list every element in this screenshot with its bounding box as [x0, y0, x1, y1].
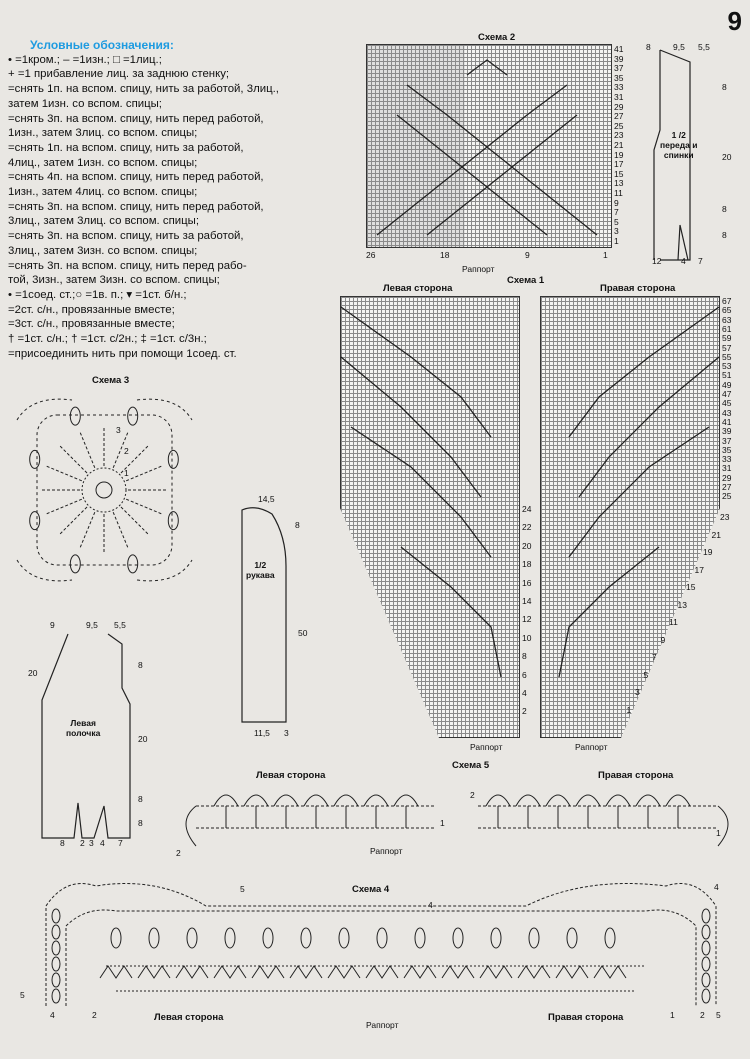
- schema4-zigzag: [366, 966, 398, 978]
- fb-top-95: 9,5: [673, 42, 685, 52]
- schema5-right-fans: [486, 795, 690, 828]
- schema3-petal: [168, 512, 178, 530]
- schema5-left-fans: [214, 795, 418, 828]
- schema4-zigzag: [176, 966, 208, 978]
- schema2-row-number: 15: [614, 168, 624, 179]
- schema4-zigzag: [328, 966, 360, 978]
- legend-line: =присоединить нить при помощи 1соед. ст.: [8, 347, 237, 360]
- schema2-row-number: 7: [614, 207, 619, 218]
- schema1-row-number: 39: [722, 426, 732, 437]
- schema2-row-number: 39: [614, 53, 624, 64]
- fb-bottom-12: 12: [652, 256, 662, 266]
- schema2-cables: [367, 45, 611, 247]
- schema1-row-number: 51: [722, 370, 732, 381]
- schema5-fan: [364, 795, 388, 806]
- legend-line: =снять 4п. на вспом. спицу, нить перед работой,: [8, 171, 264, 184]
- schema3-spoke: [60, 446, 87, 473]
- schema4-zigzag: [480, 966, 512, 978]
- schema5-row-2-right: 2: [470, 790, 475, 800]
- schema3-spoke: [113, 512, 128, 547]
- schema1-row-number: 27: [722, 482, 732, 492]
- schema1-row-number: 63: [722, 314, 732, 325]
- schema1-row-number: 61: [722, 323, 732, 334]
- lf-top-9: 9: [50, 620, 55, 630]
- schema1-row-number: 33: [722, 454, 732, 465]
- schema5-fan: [274, 795, 298, 806]
- schema3-label-2: 2: [124, 446, 129, 456]
- fb-right-8a: 8: [722, 82, 727, 92]
- schema4-right-side: Правая сторона: [548, 1012, 624, 1023]
- schema1-lower-row-number: 9: [660, 634, 666, 645]
- schema4-mark-4a: 4: [428, 900, 433, 910]
- schema4-edge-petal: [702, 973, 710, 987]
- schema5-fan: [666, 795, 690, 806]
- schema3-spoke: [126, 499, 161, 514]
- schema4-petal: [453, 928, 463, 948]
- legend-line: =снять 3п. на вспом. спицу, нить перед рабо-: [8, 259, 247, 272]
- schema4-zigzag: [138, 966, 170, 978]
- schema2-bottom-26: 26: [366, 250, 376, 260]
- schema1-row-number: 35: [722, 444, 732, 455]
- schema3-spoke: [60, 507, 87, 534]
- legend-line: + =1 прибавление лиц. за заднюю стенку;: [8, 68, 230, 81]
- schema4-edge-petal: [52, 973, 60, 987]
- sleeve-top: 14,5: [258, 494, 275, 504]
- schema4-petal: [111, 928, 121, 948]
- schema2-row-number: 35: [614, 72, 624, 83]
- schema1-lower-row-number: 3: [635, 687, 640, 697]
- schema5-right-side: Правая сторона: [598, 770, 674, 781]
- schema3-petal: [70, 407, 80, 425]
- schema4-petal: [605, 928, 615, 948]
- sleeve-bottom-3: 3: [284, 728, 289, 738]
- schema4-edge-petal: [702, 957, 710, 971]
- legend-line: =снять 3п. на вспом. спицу, нить перед работой,: [8, 112, 264, 125]
- legend-line: • =1соед. ст.;○ =1в. п.; ▾ =1ст. б/н.;: [8, 288, 187, 301]
- schema4-edge-petal: [52, 989, 60, 1003]
- schema2-row-number: 37: [614, 63, 624, 74]
- schema4-petal: [263, 928, 273, 948]
- schema4-zigzag: [290, 966, 322, 978]
- schema1-right-lower-row-numbers: [620, 512, 730, 732]
- schema4-mark-4c: 4: [50, 1010, 55, 1020]
- schema4-zigzag: [404, 966, 436, 978]
- schema2-row-number: 29: [614, 101, 624, 112]
- schema3-petal: [168, 450, 178, 468]
- lf-top-55: 5,5: [114, 620, 126, 630]
- schema1-row-number: 59: [722, 333, 732, 344]
- schema3-spoke: [47, 499, 82, 514]
- schema5-title: Схема 5: [452, 760, 490, 771]
- schema3-title: Схема 3: [92, 375, 130, 386]
- schema4-motifs: [52, 909, 710, 1003]
- schema1-row-number: 37: [722, 435, 732, 446]
- schema1-row-number: 57: [722, 342, 732, 353]
- lf-bottom-7: 7: [118, 838, 123, 848]
- schema4-zigzag: [100, 966, 132, 978]
- legend-line: =снять 3п. на вспом. спицу, нить за работой,: [8, 230, 244, 243]
- lf-bottom-4: 4: [100, 838, 105, 848]
- schema1-center-row-number: 4: [522, 688, 527, 698]
- schema4-edge-petal: [52, 941, 60, 955]
- schema4-petal: [377, 928, 387, 948]
- schema1-row-number: 53: [722, 361, 732, 372]
- schema5-fan: [304, 795, 328, 806]
- schema2-row-number: 11: [614, 188, 623, 198]
- schema2-row-number: 9: [614, 197, 619, 208]
- schema1-rapport-right: Раппорт: [575, 742, 608, 752]
- schema2-row-number: 1: [614, 236, 619, 246]
- schema5-fan: [334, 795, 358, 806]
- fb-top-8: 8: [646, 42, 651, 52]
- schema4-edge-petal: [702, 989, 710, 1003]
- lf-right-20: 20: [138, 734, 148, 744]
- schema1-lower-row-number: 13: [677, 599, 687, 610]
- schema4-petal: [187, 928, 197, 948]
- sleeve-bottom-115: 11,5: [254, 728, 270, 738]
- schema2-row-number: 3: [614, 226, 619, 237]
- sleeve-label: 1/2 рукава: [246, 560, 275, 580]
- schema4-mark-1: 1: [670, 1010, 675, 1020]
- schema3-label-1: 1: [124, 468, 129, 478]
- schema2-row-number: 21: [614, 140, 624, 150]
- legend-line: =снять 1п. на вспом. спицу, нить за работой, 3лиц.,: [8, 83, 279, 96]
- schema1-row-number: 31: [722, 463, 732, 474]
- legend-line: 4лиц., затем 1изн. со вспом. спицы;: [8, 156, 198, 169]
- schema4-edge-petal: [702, 925, 710, 939]
- legend-line: =3ст. с/н., провязанные вместе;: [8, 318, 175, 331]
- schema3-spoke: [121, 507, 148, 534]
- schema4-petal: [339, 928, 349, 948]
- schema1-left-side: Левая сторона: [383, 283, 453, 294]
- schema5-right-border: [478, 782, 738, 852]
- schema2-row-number: 17: [614, 159, 624, 170]
- schema4-mark-5c: 5: [716, 1010, 721, 1020]
- schema4-petal: [149, 928, 159, 948]
- legend-line: =2ст. с/н., провязанные вместе;: [8, 303, 175, 316]
- page-number: 9: [727, 6, 742, 36]
- schema4-edge-petal: [702, 909, 710, 923]
- schema4-zigzag: [214, 966, 246, 978]
- lf-right-8b: 8: [138, 794, 143, 804]
- schema2-row-number: 23: [614, 130, 624, 141]
- schema3-petal: [128, 555, 138, 573]
- fb-right-8c: 8: [722, 230, 727, 240]
- schema1-center-row-number: 16: [522, 577, 532, 588]
- schema4-mark-2a: 2: [92, 1010, 97, 1020]
- schema5-fan: [214, 795, 238, 806]
- schema4-mark-2b: 2: [700, 1010, 705, 1020]
- schema5-row-1-left: 1: [440, 818, 445, 828]
- schema3-spokes: [30, 407, 179, 573]
- schema1-left-cables: [341, 297, 519, 737]
- schema1-lower-row-number: 7: [652, 652, 657, 662]
- fb-right-8b: 8: [722, 204, 727, 214]
- legend-line: 3лиц., затем 3изн. со вспом. спицы;: [8, 244, 198, 257]
- fb-right-20: 20: [722, 152, 732, 162]
- legend-line: 1изн., затем 3лиц. со вспом. спицы;: [8, 127, 198, 140]
- sleeve-right-50: 50: [298, 628, 308, 638]
- lf-label: Левая полочка: [66, 718, 101, 738]
- fb-bottom-7: 7: [698, 256, 703, 266]
- legend-line: той, 3изн., затем 3изн. со вспом. спицы;: [8, 274, 220, 287]
- schema4-edge-petal: [52, 925, 60, 939]
- schema2-row-number: 27: [614, 111, 624, 122]
- schema4-mark-5b: 5: [20, 990, 25, 1000]
- schema2-row-number: 13: [614, 178, 624, 189]
- schema1-lower-row-number: 23: [720, 512, 730, 522]
- legend-line: затем 1изн. со вспом. спицы;: [8, 97, 162, 110]
- schema1-center-row-number: 14: [522, 596, 532, 606]
- schema2-row-number: 33: [614, 82, 624, 93]
- schema1-row-number: 47: [722, 389, 732, 399]
- schema2-rapport: Раппорт: [462, 264, 495, 274]
- schema3-spoke: [126, 466, 161, 481]
- legend-line: =снять 1п. на вспом. спицу, нить за работой,: [8, 141, 244, 154]
- schema4-edge-petal: [52, 909, 60, 923]
- schema2-row-number: 25: [614, 120, 624, 131]
- schema1-row-number: 65: [722, 305, 732, 316]
- fb-label: 1 /2 переда и спинки: [660, 130, 698, 160]
- schema2-row-number: 5: [614, 216, 619, 227]
- schema1-center-row-number: 22: [522, 522, 532, 533]
- schema1-center-row-number: 2: [522, 706, 527, 717]
- schema5-left-border: [176, 782, 436, 852]
- schema4-edge-petal: [702, 941, 710, 955]
- schema1-lower-row-number: 19: [703, 547, 713, 557]
- schema1-row-number: 29: [722, 472, 732, 483]
- schema1-center-row-number: 8: [522, 651, 527, 662]
- schema1-row-number: 67: [722, 296, 732, 306]
- schema3-petal: [128, 407, 138, 425]
- schema4-petal: [529, 928, 539, 948]
- schema1-lower-row-number: 21: [711, 529, 721, 540]
- schema1-center-row-number: 10: [522, 632, 532, 643]
- schema5-row-1-right: 1: [716, 828, 721, 838]
- legend-line: • =1кром.; – =1изн.; □ =1лиц.;: [8, 53, 162, 66]
- lf-bottom-2: 2: [80, 838, 85, 848]
- lf-bottom-8: 8: [60, 838, 65, 848]
- sleeve-shape: [242, 506, 302, 746]
- schema4-border: [26, 866, 726, 1016]
- schema1-row-number: 43: [722, 407, 732, 418]
- schema4-petal: [567, 928, 577, 948]
- schema1-title: Схема 1: [507, 275, 545, 286]
- schema1-lower-row-number: 17: [694, 564, 704, 575]
- schema4-mark-4b: 4: [714, 882, 719, 892]
- schema4-petal: [491, 928, 501, 948]
- schema3-spoke: [80, 433, 95, 468]
- schema4-rapport: Раппорт: [366, 1020, 399, 1030]
- schema1-rapport-left: Раппорт: [470, 742, 503, 752]
- schema3-petal: [30, 512, 40, 530]
- schema1-lower-row-number: 15: [686, 582, 696, 592]
- lf-right-8c: 8: [138, 818, 143, 828]
- schema1-lower-row-number: 11: [669, 617, 678, 627]
- schema2-grid: [366, 44, 612, 248]
- sleeve-right-8: 8: [295, 520, 300, 530]
- schema5-rapport: Раппорт: [370, 846, 403, 856]
- schema5-fan: [546, 795, 570, 806]
- legend-line: 1изн., затем 4лиц. со вспом. спицы;: [8, 186, 198, 199]
- schema5-fan: [394, 795, 418, 806]
- schema4-zigzag: [252, 966, 284, 978]
- schema1-center-row-number: 24: [522, 504, 532, 514]
- schema1-left-grid: [340, 296, 520, 738]
- schema1-right-side: Правая сторона: [600, 283, 676, 294]
- schema2-row-number: 41: [614, 44, 624, 54]
- schema1-row-number: 25: [722, 491, 732, 502]
- schema2-row-number: 31: [614, 92, 624, 102]
- schema4-petal: [415, 928, 425, 948]
- schema1-row-number: 55: [722, 351, 732, 362]
- schema2-bottom-18: 18: [440, 250, 450, 260]
- schema4-zigzag: [442, 966, 474, 978]
- schema2-bottom-9: 9: [525, 250, 530, 260]
- lf-right-8a: 8: [138, 660, 143, 670]
- schema2-title: Схема 2: [478, 32, 516, 43]
- legend-line: † =1ст. с/н.; † =1ст. с/2н.; ‡ =1ст. с/3н.;: [8, 333, 207, 346]
- schema3-motif: [12, 390, 197, 590]
- schema5-left-side: Левая сторона: [256, 770, 326, 781]
- schema5-fan: [606, 795, 630, 806]
- schema5-fan: [636, 795, 660, 806]
- schema5-row-2-left: 2: [176, 848, 181, 858]
- schema2-row-number: 19: [614, 149, 624, 160]
- legend-line: 3лиц., затем 3лиц. со вспом. спицы;: [8, 215, 199, 228]
- schema5-fan: [576, 795, 600, 806]
- schema3-petal: [70, 555, 80, 573]
- schema4-petal: [225, 928, 235, 948]
- schema1-row-number: 49: [722, 379, 732, 390]
- schema3-petal: [30, 450, 40, 468]
- lf-top-95: 9,5: [86, 620, 98, 630]
- schema5-fan: [244, 795, 268, 806]
- schema5-fan: [516, 795, 540, 806]
- schema1-center-row-number: 18: [522, 559, 532, 570]
- left-front-shape: [38, 628, 148, 848]
- schema1-center-row-number: 6: [522, 669, 527, 680]
- schema1-row-number: 41: [722, 416, 732, 427]
- schema1-row-number: 45: [722, 398, 732, 409]
- schema4-zigzag: [594, 966, 626, 978]
- schema1-lower-row-number: 1: [626, 704, 632, 715]
- legend-line: =снять 3п. на вспом. спицу, нить перед работой,: [8, 200, 264, 213]
- legend: [8, 38, 363, 361]
- legend-lines: [8, 53, 363, 362]
- schema3-label-3: 3: [116, 425, 121, 435]
- schema1-center-row-number: 12: [522, 614, 532, 625]
- schema4-title: Схема 4: [352, 884, 390, 895]
- schema1-lower-row-number: 5: [643, 669, 649, 680]
- schema4-petal: [301, 928, 311, 948]
- schema4-mark-5a: 5: [240, 884, 245, 894]
- schema3-spoke: [47, 466, 82, 481]
- schema4-zigzag: [518, 966, 550, 978]
- lf-left-20: 20: [28, 668, 38, 678]
- schema5-fan: [486, 795, 510, 806]
- schema3-spoke: [80, 512, 95, 547]
- fb-top-55: 5,5: [698, 42, 710, 52]
- fb-bottom-4: 4: [681, 256, 686, 266]
- schema4-edge-petal: [52, 957, 60, 971]
- schema2-bottom-1: 1: [603, 250, 608, 260]
- lf-bottom-3: 3: [89, 838, 94, 848]
- schema4-left-side: Левая сторона: [154, 1012, 224, 1023]
- schema4-zigzag: [556, 966, 588, 978]
- schema1-center-row-number: 20: [522, 540, 532, 551]
- legend-title: Условные обозначения:: [30, 38, 174, 52]
